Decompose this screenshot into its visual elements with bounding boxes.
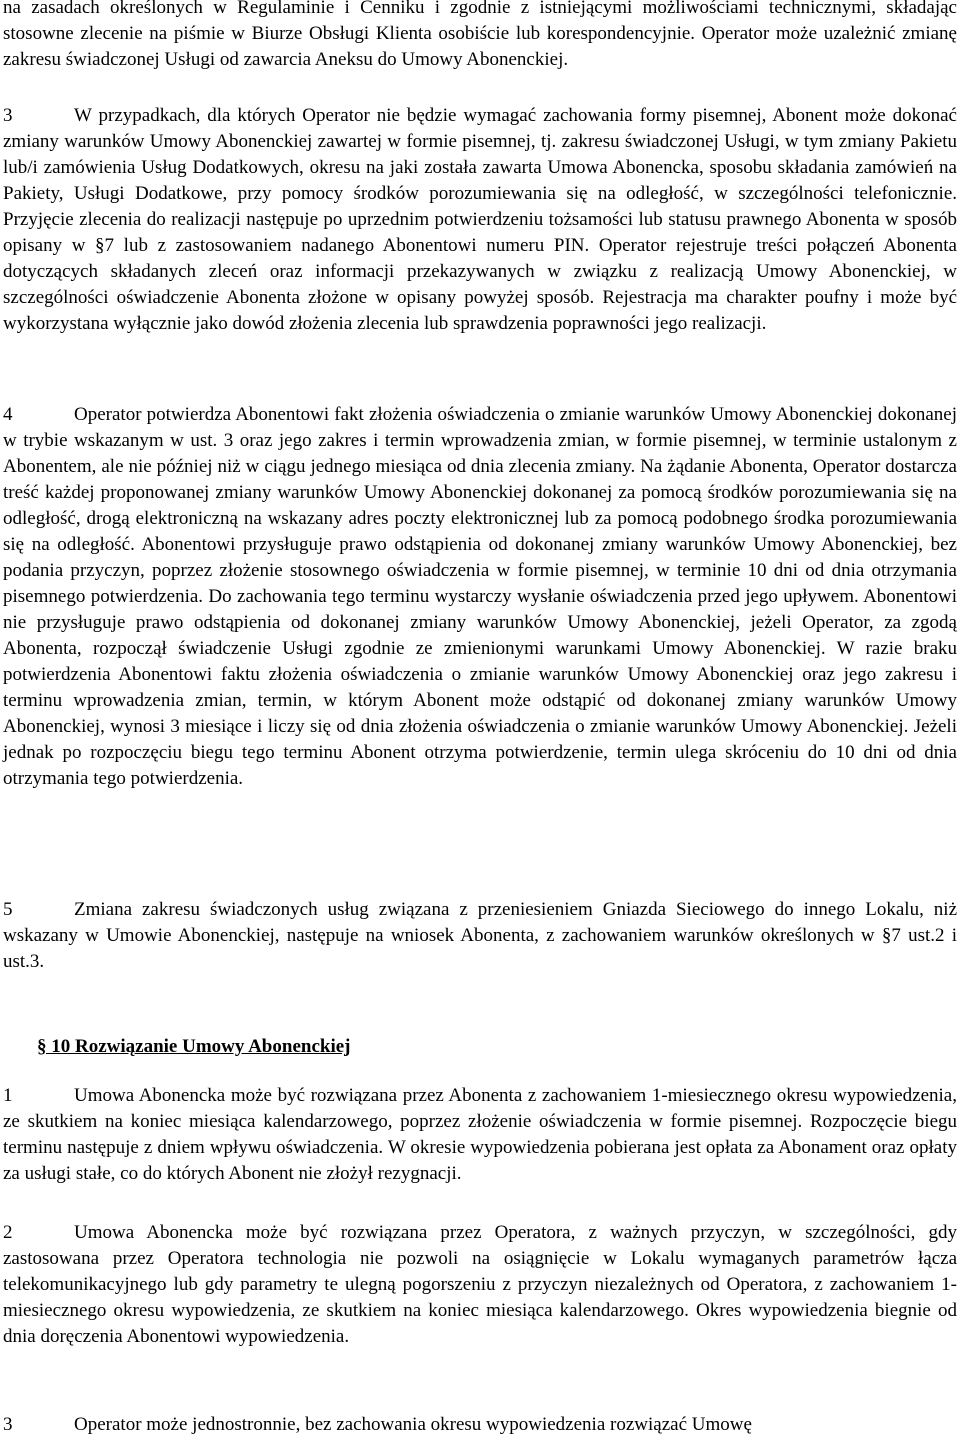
section-heading: § 10 Rozwiązanie Umowy Abonenckiej: [37, 1036, 351, 1057]
paragraph-number: 4: [3, 404, 13, 425]
paragraph-number: 1: [3, 1085, 13, 1106]
paragraph-3: [3, 103, 957, 337]
paragraph-number: 3: [3, 1414, 13, 1435]
section-paragraph-1: [3, 1083, 957, 1187]
section-paragraph-3: [3, 1412, 957, 1438]
paragraph-text: Umowa Abonencka może być rozwiązana przez Operatora, z ważnych przyczyn, w szczególności, gdy zastosowana przez Operatora technologia nie pozwoli na osiągnięcie w Lokalu wymaganych parametrów łącza telekomunikacyjnego lub gdy parametry te ulegną pogorszeniu z przyczyn niezależnych od Operatora, z zachowaniem 1-miesiecznego okresu wypowiedzenia, ze skutkiem na koniec miesiąca kalendarzowego. Okres wypowiedzenia biegnie od dnia doręczenia Abonentowi wypowiedzenia.: [3, 1222, 957, 1347]
paragraph-text: Zmiana zakresu świadczonych usług związana z przeniesieniem Gniazda Sieciowego do innego Lokalu, niż wskazany w Umowie Abonenckiej, następuje na wniosek Abonenta, z zachowaniem warunków określonych w §7 ust.2 i ust.3.: [3, 899, 957, 972]
paragraph-number: 5: [3, 899, 13, 920]
paragraph-text: Operator może jednostronnie, bez zachowania okresu wypowiedzenia rozwiązać Umowę: [74, 1414, 752, 1435]
paragraph-4: [3, 402, 957, 792]
paragraph-continuation: na zasadach określonych w Regulaminie i Cenniku i zgodnie z istniejącymi możliwościami technicznymi, składając stosowne zlecenie na piśmie w Biurze Obsługi Klienta osobiście lub korespondencyjnie. Operator może uzależnić zmianę zakresu świadczonej Usługi od zawarcia Aneksu do Umowy Abonenckiej.: [3, 0, 957, 70]
paragraph-number: 2: [3, 1222, 13, 1243]
paragraph-text: W przypadkach, dla których Operator nie będzie wymagać zachowania formy pisemnej, Abonent może dokonać zmiany warunków Umowy Abonenckiej zawartej w formie pisemnej, tj. zakresu świadczonej Usługi, w tym zmiany Pakietu lub/i zamówienia Usług Dodatkowych, okresu na jaki została zawarta Umowa Abonencka, sposobu składania zamówień na Pakiety, Usługi Dodatkowe, przy pomocy środków porozumiewania się na odległość, w szczególności telefonicznie. Przyjęcie zlecenia do realizacji następuje po uprzednim potwierdzeniu tożsamości lub statusu prawnego Abonenta w sposób opisany w §7 lub z zastosowaniem nadanego Abonentowi numeru PIN. Operator rejestruje treści połączeń Abonenta dotyczących składanych zleceń oraz informacji przekazywanych w związku z realizacją Umowy Abonenckiej, w szczególności oświadczenie Abonenta złożone w opisany powyżej sposób. Rejestracja ma charakter poufny i może być wykorzystana wyłącznie jako dowód złożenia zlecenia lub sprawdzenia poprawności jego realizacji.: [3, 105, 957, 334]
paragraph-5: [3, 897, 957, 975]
paragraph-text: Operator potwierdza Abonentowi fakt złożenia oświadczenia o zmianie warunków Umowy Abonenckiej dokonanej w trybie wskazanym w ust. 3 oraz jego zakres i termin wprowadzenia zmian, w formie pisemnej, w terminie ustalonym z Abonentem, ale nie później niż w ciągu jednego miesiąca od dnia zlecenia zmiany. Na żądanie Abonenta, Operator dostarcza treść każdej proponowanej zmiany warunków Umowy Abonenckiej dokonanej za pomocą środków porozumiewania się na odległość, drogą elektroniczną na wskazany adres poczty elektronicznej lub za pomocą podobnego środka porozumiewania się na odległość. Abonentowi przysługuje prawo odstąpienia od dokonanej zmiany warunków Umowy Abonenckiej, bez podania przyczyn, poprzez złożenie stosownego oświadczenia w formie pisemnej, w terminie 10 dni od dnia otrzymania pisemnego potwierdzenia. Do zachowania tego terminu wystarczy wysłanie oświadczenia przed jego upływem. Abonentowi nie przysługuje prawo odstąpienia od dokonanej zmiany warunków Umowy Abonenckiej, jeżeli Operator, za zgodą Abonenta, rozpoczął świadczenie Usługi zgodnie ze zmienionymi warunkami Umowy Abonenckiej. W razie braku potwierdzenia Abonentowi faktu złożenia oświadczenia o zmianie warunków Umowy Abonenckiej oraz jego zakresu i terminu wprowadzenia zmian, termin, w którym Abonent może odstąpić od dokonanej zmiany warunków Umowy Abonenckiej, wynosi 3 miesiące i liczy się od dnia złożenia oświadczenia o zmianie warunków Umowy Abonenckiej. Jeżeli jednak po rozpoczęciu biegu tego terminu Abonent otrzyma potwierdzenie, termin ulega skróceniu do 10 dni od dnia otrzymania tego potwierdzenia.: [3, 404, 957, 789]
paragraph-number: 3: [3, 105, 13, 126]
section-paragraph-2: [3, 1220, 957, 1350]
paragraph-text: Umowa Abonencka może być rozwiązana przez Abonenta z zachowaniem 1-miesiecznego okresu wypowiedzenia, ze skutkiem na koniec miesiąca kalendarzowego, poprzez złożenie oświadczenia w formie pisemnej. Rozpoczęcie biegu terminu następuje z dniem wpływu oświadczenia. W okresie wypowiedzenia pobierana jest opłata za Abonament oraz opłaty za usługi stałe, co do których Abonent nie złożył rezygnacji.: [3, 1085, 957, 1184]
